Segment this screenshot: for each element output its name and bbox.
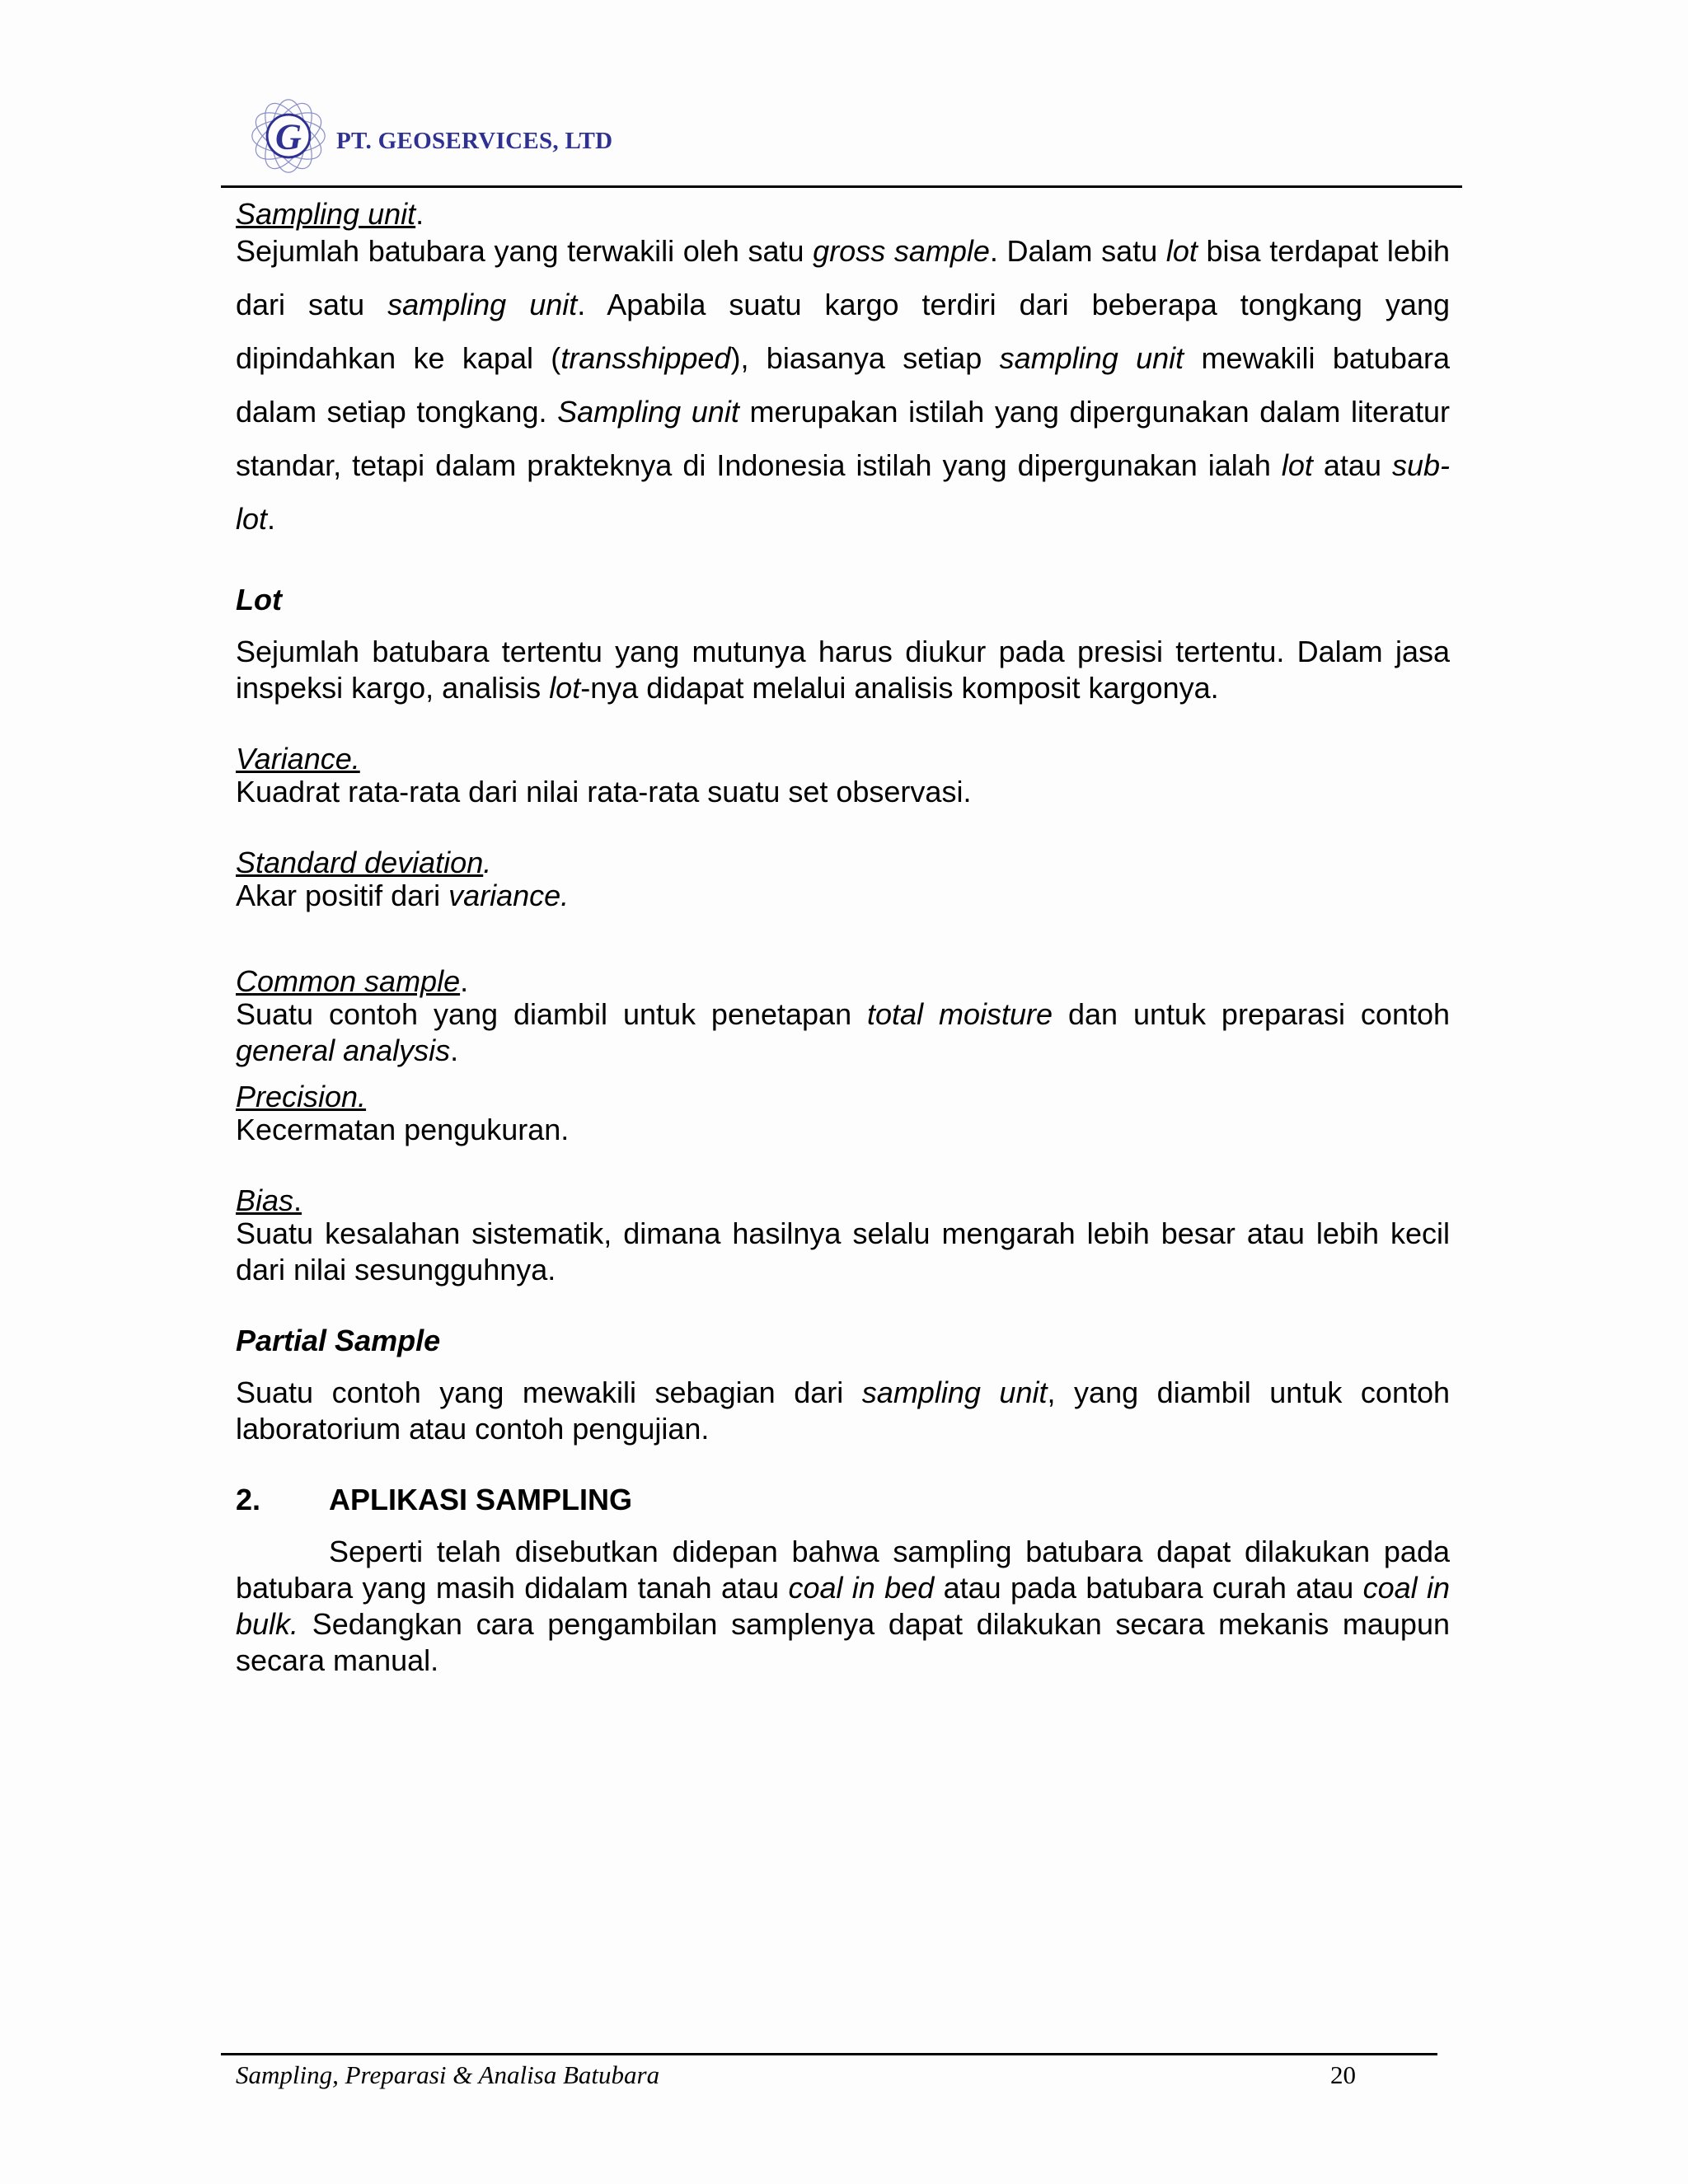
definition-common-sample: Suatu contoh yang diambil untuk penetapan total moisture dan untuk preparasi contoh general analysis.	[236, 997, 1451, 1067]
definition-partial-sample: Suatu contoh yang mewakili sebagian dari sampling unit, yang diambil untuk contoh laboratorium atau contoh pengujian.	[236, 1376, 1451, 1446]
section-heading	[236, 1480, 1450, 1520]
definition-standard-deviation: Akar positif dari variance.	[236, 879, 570, 912]
term-sampling-unit: Sampling unit.	[236, 197, 424, 231]
definition-precision: Kecermatan pengukuran.	[236, 1113, 570, 1146]
term-partial-sample: Partial Sample	[236, 1324, 441, 1357]
term-lot: Lot	[236, 583, 282, 616]
page-number: 20	[1330, 2060, 1356, 2089]
definition-bias: Suatu kesalahan sistematik, dimana hasilnya selalu mengarah lebih besar atau lebih kecil dari nilai sesungguhnya.	[236, 1216, 1450, 1286]
header-rule	[221, 185, 1462, 188]
definition-sampling-unit: Sejumlah batubara yang terwakili oleh satu gross sample. Dalam satu lot bisa terdapat lebih dari satu sampling unit. Apabila suatu kargo terdiri dari beberapa tongkang yang dipindahkan ke kapal (transshipped), biasanya setiap sampling unit mewakili batubara dalam setiap tongkang. Sampling unit merupakan istilah yang dipergunakan dalam literatur standar, tetapi dalam prakteknya di Indonesia istilah yang dipergunakan ialah lot atau sub-lot.	[236, 234, 1450, 536]
section-title: APLIKASI SAMPLING	[329, 1483, 633, 1516]
term-precision: Precision.	[236, 1080, 367, 1113]
footer-title: Sampling, Preparasi & Analisa Batubara	[236, 2060, 660, 2089]
footer-rule	[221, 2053, 1437, 2055]
definition-variance: Kuadrat rata-rata dari nilai rata-rata suatu set observasi.	[236, 775, 972, 808]
section-number: 2.	[236, 1483, 261, 1516]
term-variance: Variance.	[236, 742, 360, 776]
term-standard-deviation: Standard deviation.	[236, 846, 492, 879]
term-bias: Bias.	[236, 1183, 302, 1217]
document-body	[236, 194, 1450, 1679]
section-paragraph: Seperti telah disebutkan didepan bahwa sampling batubara dapat dilakukan pada batubara yang masih didalam tanah atau coal in bed atau pada batubara curah atau coal in bulk. Sedangkan cara pengambilan samplenya dapat dilakukan secara mekanis maupun secara manual.	[236, 1535, 1451, 1677]
company-name: PT. GEOSERVICES, LTD	[336, 128, 613, 154]
geoservices-logo-icon	[249, 96, 328, 176]
definition-lot: Sejumlah batubara tertentu yang mutunya harus diukur pada presisi tertentu. Dalam jasa inspeksi kargo, analisis lot-nya didapat melalui analisis komposit kargonya.	[236, 635, 1450, 705]
logo-letter: G	[275, 116, 302, 157]
term-common-sample: Common sample.	[236, 964, 469, 998]
